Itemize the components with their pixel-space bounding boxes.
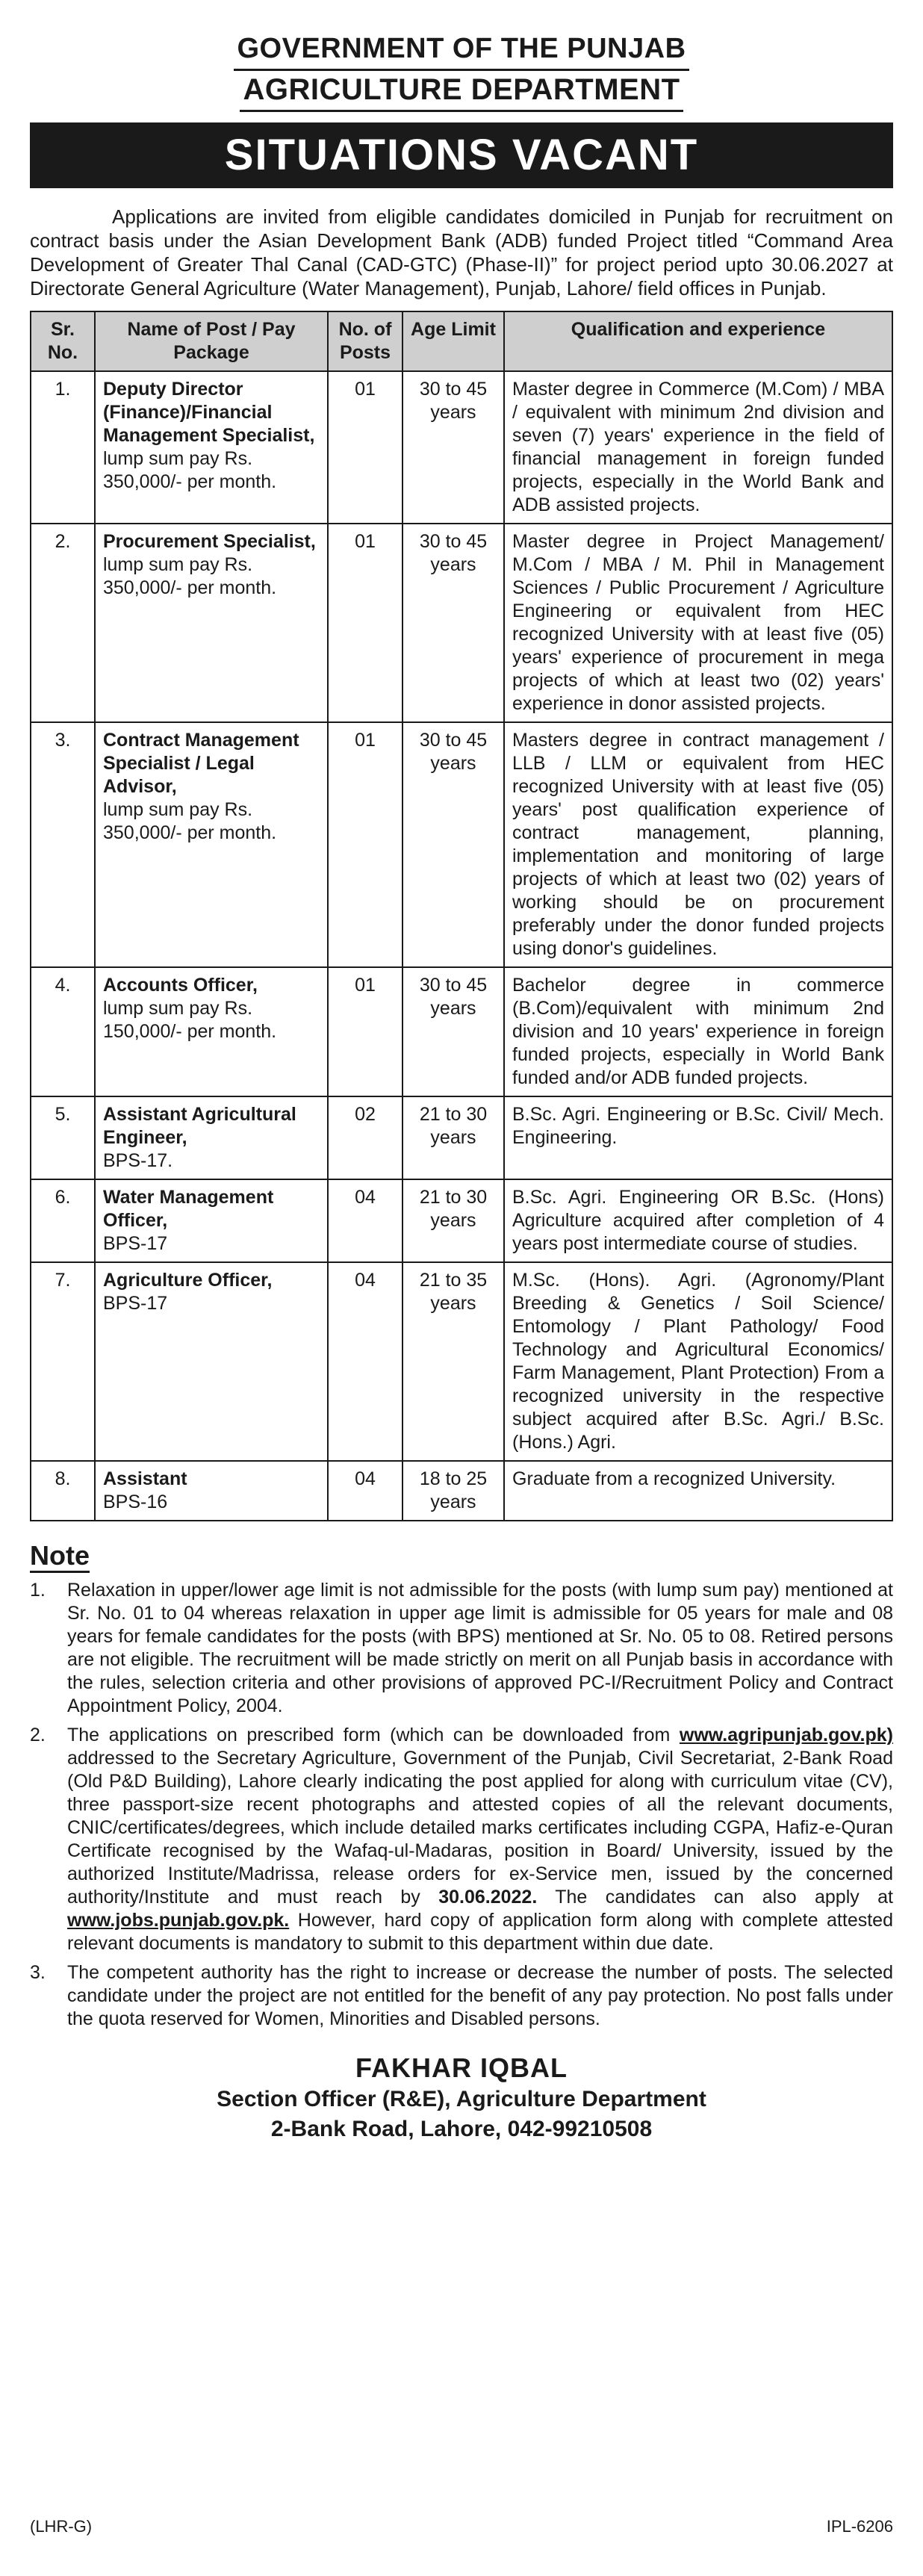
post-title: Deputy Director (Finance)/Financial Management Specialist, (103, 379, 315, 446)
sr-no-cell: 7. (31, 1262, 95, 1461)
note-text-part: The applications on prescribed form (which can be downloaded from (67, 1725, 671, 1745)
post-cell (95, 1461, 328, 1521)
department-title: AGRICULTURE DEPARTMENT (240, 71, 683, 112)
post-cell (95, 722, 328, 967)
post-title: Agriculture Officer, (103, 1270, 273, 1291)
post-pay: lump sum pay Rs. 150,000/- per month. (103, 998, 277, 1042)
intro-paragraph: Applications are invited from eligible candidates domiciled in Punjab for recruitment on contract basis under the Asian Development Bank (ADB) funded Project titled “Command Area Development of Greater Thal Canal (CAD-GTC) (Phase-II)” for project period upto 30.06.2027 at Directorate General Agriculture (Water Management), Punjab, Lahore/ field offices in Punjab. (30, 205, 893, 300)
note-number: 2. (30, 1725, 46, 1745)
signature-block (30, 2052, 893, 2144)
sr-no-cell: 4. (31, 967, 95, 1096)
qualification-cell: Master degree in Project Management/ M.Com / MBA / M. Phil in Management Sciences / Public Procurement / Agriculture Engineering or equivalent from HEC recognized University with at least five (05) years' experience of procurement in mega projects of which at least two (02) years' experience in donor assisted projects. (504, 524, 892, 722)
table-row (31, 1096, 892, 1179)
header-no-of-posts: No. of Posts (328, 311, 403, 371)
table-row (31, 1262, 892, 1461)
header-qualification: Qualification and experience (504, 311, 892, 371)
post-pay: lump sum pay Rs. 350,000/- per month. (103, 799, 277, 843)
age-cell: 30 to 45 years (403, 524, 504, 722)
post-title: Assistant (103, 1468, 187, 1489)
government-title: GOVERNMENT OF THE PUNJAB (234, 30, 689, 71)
posts-cell: 04 (328, 1179, 403, 1262)
post-cell (95, 1262, 328, 1461)
note-item (30, 1724, 893, 1955)
sr-no-cell: 2. (31, 524, 95, 722)
sr-no-cell: 8. (31, 1461, 95, 1521)
age-cell: 21 to 35 years (403, 1262, 504, 1461)
age-cell: 30 to 45 years (403, 371, 504, 524)
posts-cell: 01 (328, 967, 403, 1096)
age-cell: 18 to 25 years (403, 1461, 504, 1521)
note-text-part: The candidates can also apply at (555, 1887, 894, 1908)
header-post-name: Name of Post / Pay Package (95, 311, 328, 371)
note-text: The competent authority has the right to increase or decrease the number of posts. The selected candidate under the project are not entitled for the benefit of any pay protection. No post falls under the quota reserved for Women, Minorities and Disabled persons. (67, 1962, 893, 2029)
header-sr-no: Sr. No. (31, 311, 95, 371)
qualification-cell: Graduate from a recognized University. (504, 1461, 892, 1521)
note-item (30, 1579, 893, 1718)
note-text-part: addressed to the Secretary Agriculture, Government of the Punjab, Civil Secretariat, 2-Bank Road (Old P&D Building), Lahore clearly indicating the post applied for along with curriculum vitae (CV), three passport-size recent photographs and attested copies of all the relevant documents, CNIC/certificates/degrees, which include detailed marks certificates including CGPA, Hafiz-e-Quran Certificate recognised by the Wafaq-ul-Madaras, position in Board/ University, issued by the authorized Institute/Madrissa, release orders for ex-Service men, issued by the concerned authority/Institute and must reach by (67, 1748, 893, 1908)
note-item (30, 1961, 893, 2031)
post-title: Accounts Officer, (103, 975, 258, 996)
post-pay: BPS-17. (103, 1150, 173, 1171)
situations-vacant-banner: SITUATIONS VACANT (30, 122, 893, 188)
note-text-part: However, hard copy of application form along with complete attested relevant documents is mandatory to submit to this department within due date. (67, 1910, 893, 1954)
table-row (31, 1179, 892, 1262)
note-number: 1. (30, 1580, 46, 1601)
post-title: Contract Management Specialist / Legal Advisor, (103, 730, 299, 797)
age-cell: 30 to 45 years (403, 722, 504, 967)
header-age-limit: Age Limit (403, 311, 504, 371)
post-cell (95, 371, 328, 524)
qualification-cell: B.Sc. Agri. Engineering OR B.Sc. (Hons) Agriculture acquired after completion of 4 years post intermediate course of studies. (504, 1179, 892, 1262)
qualification-cell: M.Sc. (Hons). Agri. (Agronomy/Plant Breeding & Genetics / Soil Science/ Entomology / Plant Pathology/ Food Technology and Agricultural Economics/ Farm Management, Plant Protection) From a recognized university in the respective subject acquired after B.Sc. Agri./ B.Sc. (Hons.) Agri. (504, 1262, 892, 1461)
signatory-designation: Section Officer (R&E), Agriculture Department (217, 2087, 706, 2111)
age-cell: 30 to 45 years (403, 967, 504, 1096)
post-pay: BPS-17 (103, 1293, 168, 1314)
qualification-cell: Bachelor degree in commerce (B.Com)/equivalent with minimum 2nd division and 10 years' experience in foreign funded projects, especially in World Bank funded and/or ADB funded projects. (504, 967, 892, 1096)
sr-no-cell: 6. (31, 1179, 95, 1262)
signatory-name: FAKHAR IQBAL (355, 2052, 568, 2083)
post-title: Procurement Specialist, (103, 531, 316, 552)
posts-cell: 04 (328, 1262, 403, 1461)
deadline-date: 30.06.2022. (438, 1887, 538, 1908)
note-text: Relaxation in upper/lower age limit is not admissible for the posts (with lump sum pay) mentioned at Sr. No. 01 to 04 whereas relaxation in upper age limit is admissible for 05 years for male and 08 years for female candidates for the posts (with BPS) mentioned at Sr. No. 05 to 08. Retired persons are not eligible. The recruitment will be made strictly on merit on all Punjab basis in accordance with the rules, selection criteria and other provisions of approved PC-I/Recruitment Policy and Contract Appointment Policy, 2004. (67, 1580, 893, 1716)
post-cell (95, 1179, 328, 1262)
note-number: 3. (30, 1962, 46, 1983)
government-heading (30, 30, 893, 71)
post-cell (95, 967, 328, 1096)
age-cell: 21 to 30 years (403, 1179, 504, 1262)
table-row (31, 371, 892, 524)
sr-no-cell: 3. (31, 722, 95, 967)
table-row (31, 524, 892, 722)
age-cell: 21 to 30 years (403, 1096, 504, 1179)
post-title: Assistant Agricultural Engineer, (103, 1104, 296, 1148)
post-cell (95, 524, 328, 722)
signatory-address: 2-Bank Road, Lahore, 042-99210508 (270, 2117, 653, 2141)
posts-table (30, 311, 893, 1521)
jobs-punjab-link[interactable]: www.jobs.punjab.gov.pk. (67, 1910, 290, 1931)
table-row (31, 967, 892, 1096)
table-row (31, 722, 892, 967)
post-title: Water Management Officer, (103, 1187, 274, 1231)
agripunjab-link[interactable]: www.agripunjab.gov.pk) (679, 1725, 893, 1745)
note-text (67, 1724, 893, 1955)
note-heading: Note (30, 1541, 90, 1573)
qualification-cell: B.Sc. Agri. Engineering or B.Sc. Civil/ Mech. Engineering. (504, 1096, 892, 1179)
notes-list (30, 1579, 893, 2031)
post-pay: BPS-16 (103, 1492, 168, 1512)
post-pay: BPS-17 (103, 1233, 168, 1254)
sr-no-cell: 5. (31, 1096, 95, 1179)
posts-cell: 02 (328, 1096, 403, 1179)
post-pay: lump sum pay Rs. 350,000/- per month. (103, 554, 277, 598)
table-header-row (31, 311, 892, 371)
posts-cell: 01 (328, 524, 403, 722)
qualification-cell: Masters degree in contract management / LLB / LLM or equivalent from HEC recognized University with at least five (05) years' post qualification experience of contract management, planning, implementation and monitoring of large projects of which at least two (02) years of working should be on procurement preferably under the donor funded projects using donor's guidelines. (504, 722, 892, 967)
post-cell (95, 1096, 328, 1179)
posts-cell: 01 (328, 722, 403, 967)
department-heading (30, 71, 893, 112)
sr-no-cell: 1. (31, 371, 95, 524)
advertisement-page (30, 30, 893, 2144)
footer-code-left: (LHR-G) (30, 2517, 93, 2536)
qualification-cell: Master degree in Commerce (M.Com) / MBA / equivalent with minimum 2nd division and seven (7) years' experience in the field of financial management in foreign funded projects, especially in the World Bank and ADB assisted projects. (504, 371, 892, 524)
footer-code-right: IPL-6206 (826, 2517, 893, 2536)
posts-cell: 04 (328, 1461, 403, 1521)
posts-cell: 01 (328, 371, 403, 524)
table-row (31, 1461, 892, 1521)
post-pay: lump sum pay Rs. 350,000/- per month. (103, 448, 277, 492)
